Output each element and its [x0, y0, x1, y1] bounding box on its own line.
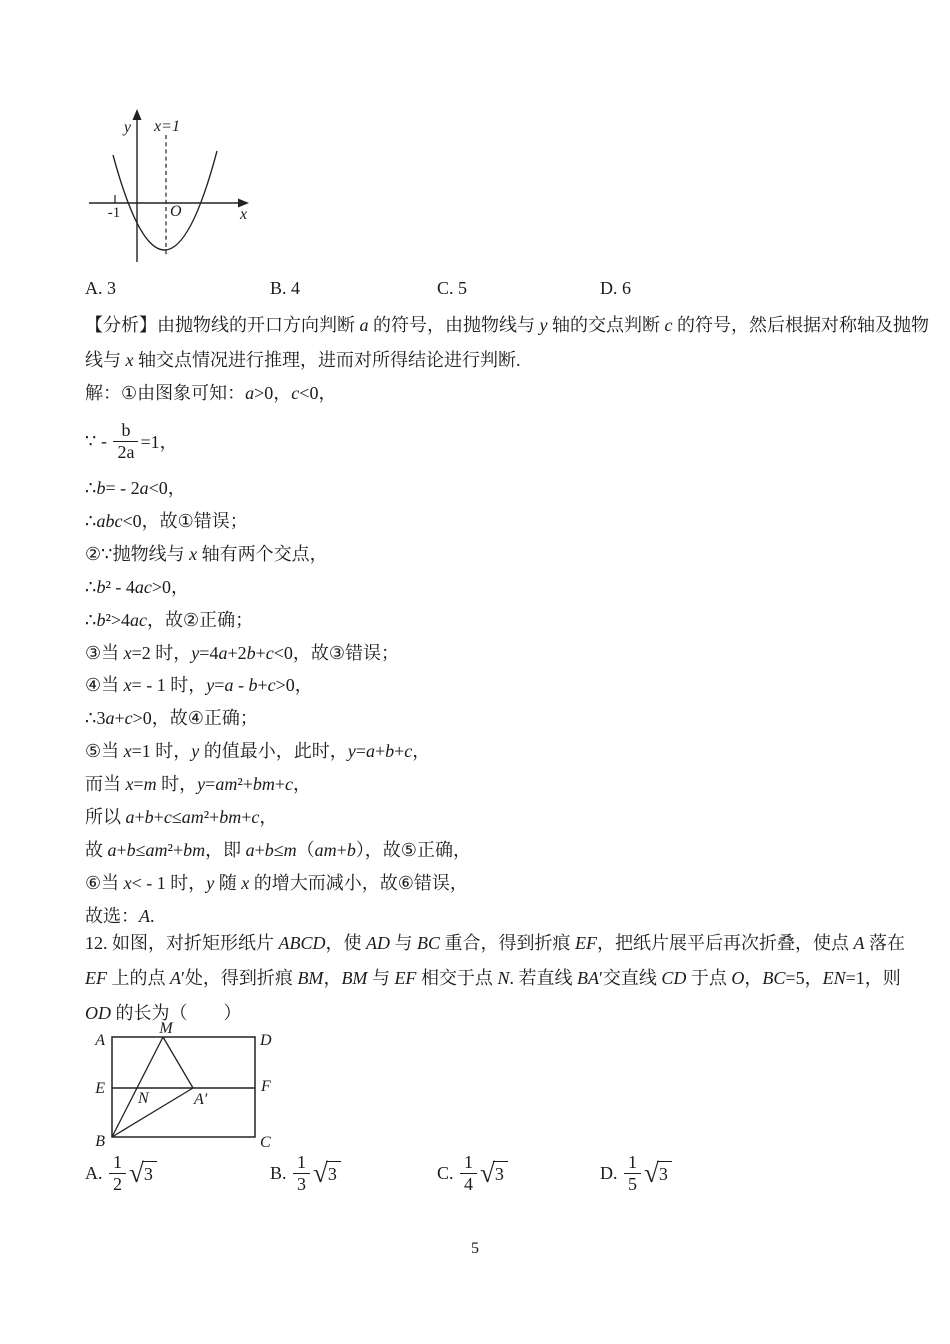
point-label-E: E [95, 1080, 105, 1097]
option-label: A. [85, 1163, 107, 1183]
solution-line-4: ∴b² - 4ac>0， [85, 576, 189, 597]
tick-label-minus1: -1 [107, 205, 121, 221]
page-number: 5 [471, 1240, 479, 1257]
analysis-line-2: 线与 x 轴交点情况进行推理，进而对所得结论进行判断. [85, 350, 521, 370]
vertex-label-B: B [95, 1133, 105, 1150]
option-label: C. [437, 1163, 459, 1183]
symmetry-line-label: x=1 [154, 118, 180, 135]
question-12-line-1: 12. 如图，对折矩形纸片 ABCD，使 AD 与 BC 重合，得到折痕 EF，把纸片展平后再次折叠，使点 A 落在 [85, 933, 906, 953]
solution-answer-line: 故选：A. [85, 905, 155, 926]
solution-intro-line: 解：①由图象可知：a>0，c<0， [85, 383, 337, 403]
sqrt-icon: √ [313, 1158, 328, 1188]
square-root: √ 3 [313, 1161, 341, 1186]
option-fraction: $\frac{1}{2}$ [109, 1152, 126, 1195]
question-12-line-2: EF 上的点 A′处，得到折痕 BM，BM 与 EF 相交于点 N. 若直线 BA′交直线 CD 于点 O，BC=5，EN=1，则 [85, 968, 901, 988]
option-q11-d: D. 6 [600, 278, 631, 298]
option-q12-b [270, 1152, 341, 1195]
solution-line-2: ∴abc<0，故①错误； [85, 510, 248, 531]
vertex-label-C: C [260, 1134, 271, 1151]
rectangle-fold-figure [85, 1020, 300, 1160]
fraction-suffix: =1， [140, 432, 178, 452]
y-axis-label: y [123, 119, 131, 136]
square-root: √ 3 [129, 1161, 157, 1186]
solution-line-10: 而当 x=m 时，y=am²+bm+c， [85, 774, 312, 795]
options-row-q12 [85, 1152, 885, 1204]
solution-fraction-line [85, 410, 885, 472]
options-row-q11 [85, 278, 885, 304]
vertex-label-A: A [95, 1032, 105, 1049]
analysis-line-1: 【分析】由抛物线的开口方向判断 a 的符号，由抛物线与 y 轴的交点判断 c 的符号，然后根据对称轴及抛物 [85, 315, 929, 335]
option-q12-a [85, 1152, 157, 1195]
origin-label: O [170, 203, 182, 220]
sqrt-icon: √ [129, 1158, 144, 1188]
sqrt-icon: √ [644, 1158, 659, 1188]
option-fraction: $\frac{1}{3}$ [293, 1152, 310, 1195]
option-label: D. [600, 1163, 622, 1183]
solution-line-1: ∴b= - 2a<0， [85, 478, 186, 498]
solution-block [85, 376, 885, 933]
solution-line-5: ∴b²>4ac，故②正确； [85, 609, 254, 630]
parabola-figure [85, 105, 260, 265]
option-q11-c: C. 5 [437, 278, 468, 298]
question-12-paragraph [85, 926, 906, 1031]
option-q12-d [600, 1152, 672, 1195]
option-fraction: $\frac{1}{5}$ [624, 1152, 641, 1195]
option-q12-c [437, 1152, 508, 1195]
solution-line-11: 所以 a+b+c≤am²+bm+c， [85, 807, 278, 828]
option-label: B. [270, 1163, 292, 1183]
vertex-label-D: D [260, 1032, 272, 1049]
solution-line-6: ③当 x=2 时，y=4a+2b+c<0，故③错误； [85, 642, 400, 663]
segment-MA-prime [163, 1037, 193, 1088]
y-axis-arrow-icon [133, 109, 142, 120]
solution-line-9: ⑤当 x=1 时，y 的值最小，此时，y=a+b+c， [85, 741, 431, 762]
x-axis-label: x [240, 206, 248, 223]
point-label-M: M [159, 1020, 173, 1037]
option-q11-a: A. 3 [85, 278, 116, 298]
option-q11-b: B. 4 [270, 278, 301, 298]
sqrt-icon: √ [480, 1158, 495, 1188]
fraction-b-over-2a [113, 420, 138, 463]
point-label-N: N [138, 1090, 149, 1107]
parabola-curve [113, 151, 217, 250]
solution-line-8: ∴3a+c>0，故④正确； [85, 708, 258, 729]
fraction-prefix: ∵ - [85, 430, 112, 451]
square-root: √ 3 [480, 1161, 508, 1186]
fraction-denominator: 2a [113, 441, 138, 463]
point-label-A-prime: A′ [194, 1091, 208, 1108]
solution-line-7: ④当 x= - 1 时，y=a - b+c>0， [85, 675, 313, 696]
fraction-numerator: b [121, 419, 131, 440]
solution-line-13: ⑥当 x< - 1 时，y 随 x 的增大而减小，故⑥错误， [85, 872, 468, 893]
analysis-paragraph [85, 308, 929, 378]
question-12-line-3: OD 的长为（ ） [85, 1003, 242, 1023]
solution-line-3: ②∵抛物线与 x 轴有两个交点， [85, 543, 328, 564]
rectangle-ABCD [112, 1037, 255, 1137]
point-label-F: F [261, 1078, 271, 1095]
square-root: √ 3 [644, 1161, 672, 1186]
option-fraction: $\frac{1}{4}$ [460, 1152, 477, 1195]
solution-line-12: 故 a+b≤am²+bm，即 a+b≤m（am+b），故⑤正确， [85, 839, 471, 860]
